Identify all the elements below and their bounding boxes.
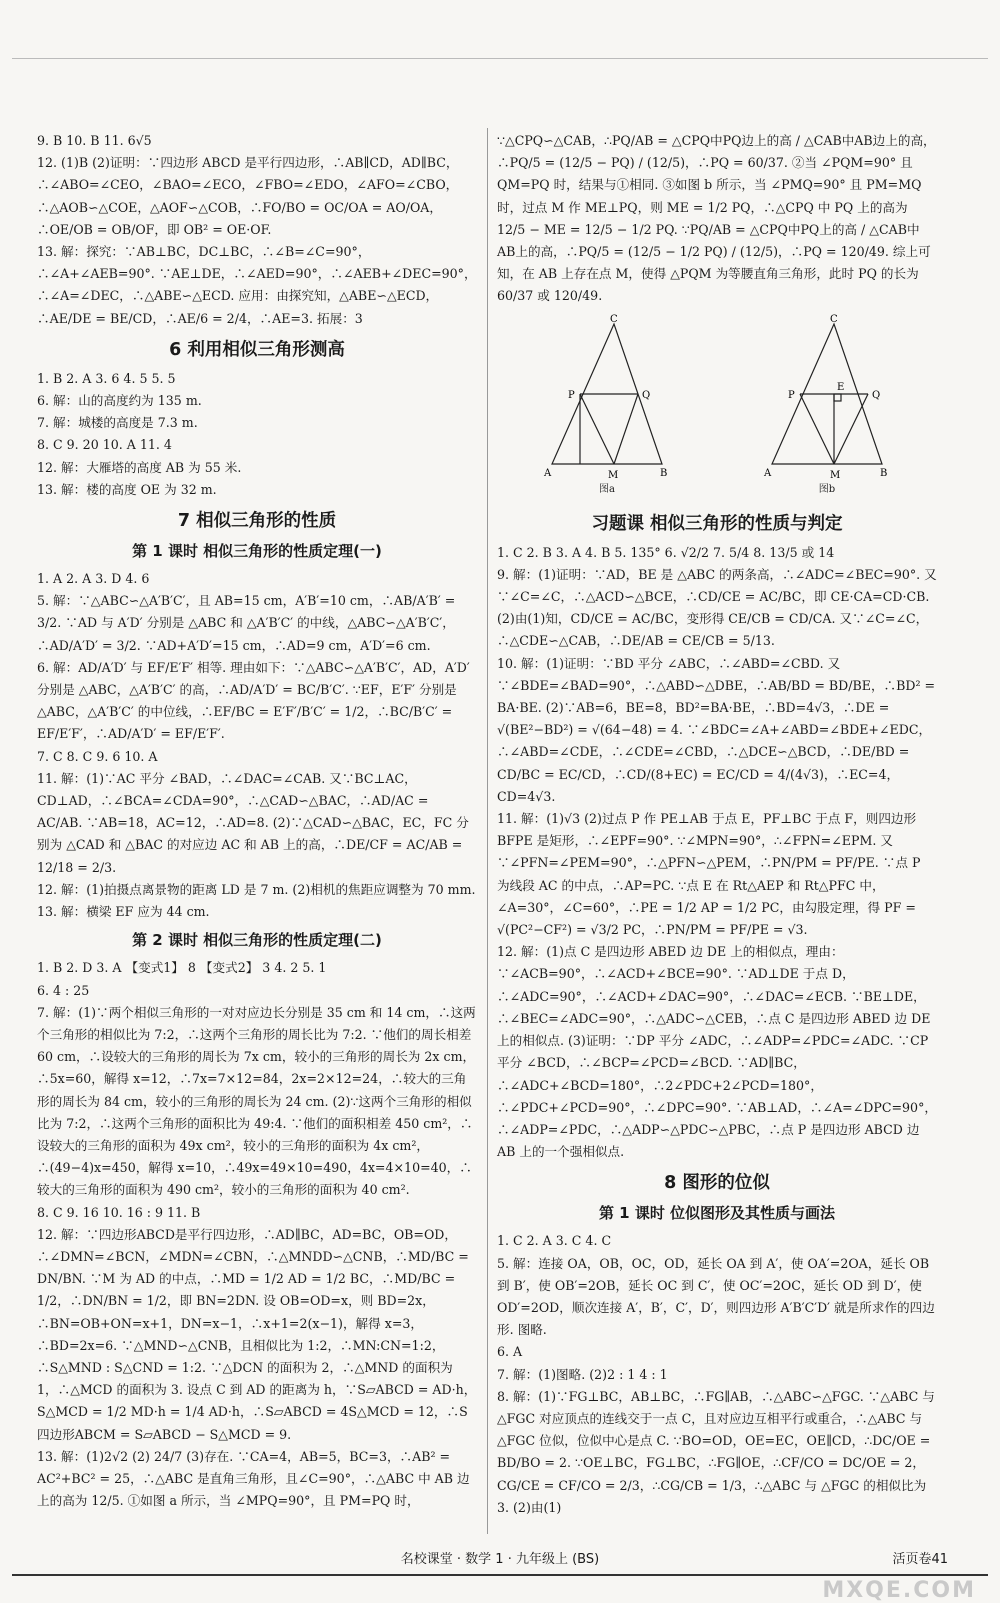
answer-paragraph: 1. C 2. A 3. C 4. C — [497, 1233, 612, 1249]
answer-paragraph: 7. 解：城楼的高度是 7.3 m. — [37, 415, 198, 431]
answer-paragraph: 12. 解：∵四边形ABCD是平行四边形，∴AD∥BC，AD=BC，OB=OD，∴∠DMN=∠BCN，∠MDN=∠CBN，∴△MNDD∽△CNB，∴MD/BC = DN/BN. ∵M 为 AD 的中点，∴MD = 1/2 AD = 1/2 BC，∴MD/BC = 1/2，∴DN/BN = 1/2，即 BN=2DN. 设 OB=OD=x，则 BD=2x，∴BN=OB+ON=x+1，DN=x−1，∴x+1=2(x−1)，解得 x=3，∴BD=2x=6. ∵△MND∽△CNB，且相似比为 1:2，∴MN:CN=1:2，∴S△MND : S△CND = 1:2. ∵△DCN 的面积为 2，∴△MND 的面积为 1，∴△MCD 的面积为 3. 设点 C 到 AD 的距离为 h，∵S▱ABCD = AD·h，S△MCD = 1/2 MD·h = 1/4 AD·h，∴S▱ABCD = 4S△MCD = 12，∴S四边形ABCM = S▱ABCD − S△MCD = 9. — [37, 1226, 477, 1442]
label-A: A — [764, 467, 772, 479]
label-Q: Q — [642, 389, 651, 401]
answer-paragraph: 6. A — [497, 1344, 523, 1360]
answer-paragraph: 10. 解：(1)证明：∵BD 平分 ∠ABC，∴∠ABD=∠CBD. 又∵∠BDE=∠BAD=90°，∴△ABD∽△DBE，∴AB/BD = BD/BE，∴BD² = BA·BE. (2)∵AB=6，BE=8，BD²=BA·BE，∴BD=4√3，∴DE = √(BE²−BD²) = √(64−48) = 4. ∵∠BDC=∠A+∠ABD=∠BDE+∠EDC，∴∠ABD=∠CDE，∴∠CDE=∠CBD，∴△DCE∽△BCD，∴DE/BD = CD/BC = EC/CD，∴CD/(8+EC) = EC/CD = 4/(4√3)，∴EC=4，CD=4√3. — [497, 655, 936, 804]
answer-paragraph: 12. 解：大雁塔的高度 AB 为 55 米. — [37, 459, 242, 475]
label-C: C — [610, 313, 618, 325]
label-P: P — [788, 389, 795, 401]
right-column-bottom — [497, 511, 937, 1519]
footer-page-number: 活页卷41 — [892, 1552, 948, 1567]
figure-a — [542, 314, 672, 504]
label-E: E — [837, 381, 845, 393]
left-column — [37, 130, 477, 1512]
answer-paragraph: 6. 解：山的高度约为 135 m. — [37, 393, 202, 409]
answer-paragraph: 1. C 2. B 3. A 4. B 5. 135° 6. √2/2 7. 5/4 8. 13/5 或 14 — [497, 544, 835, 560]
answer-paragraph: 7. 解：(1)∵两个相似三角形的一对对应边长分别是 35 cm 和 14 cm，∴这两个三角形的相似比为 7:2，∴这两个三角形的周长比为 7:2. ∵他们的周长相差 60 cm，∴设较大的三角形的周长为 7x cm，较小的三角形的周长为 2x cm，∴5x=60，解得 x=12，∴7x=7×12=84，2x=2×12=24，∴较大的三角形的周长为 84 cm，较小的三角形的周长为 24 cm. (2)∵这两个三角形的相似比为 7:2，∴这两个三角形的面积比为 49:4. ∵他们的面积相差 450 cm²，∴设较大的三角形的面积为 49x cm²，较小的三角形的面积为 4x cm²，∴(49−4)x=450，解得 x=10，∴49x=49×10=490，4x=4×10=40，∴较大的三角形的面积为 490 cm²，较小的三角形的面积为 40 cm². — [37, 1004, 476, 1198]
label-A: A — [544, 467, 552, 479]
label-Q: Q — [872, 389, 881, 401]
right-column-top — [497, 130, 937, 308]
top-rule — [12, 58, 988, 59]
answer-paragraph: 9. B 10. B 11. 6√5 — [37, 133, 152, 148]
section-heading: 7 相似三角形的性质 — [177, 511, 337, 532]
footer-rule — [12, 1574, 988, 1576]
answer-paragraph: 8. C 9. 16 10. 16 : 9 11. B — [37, 1204, 201, 1220]
answer-paragraph: 7. 解：(1)图略. (2)2 : 1 4 : 1 — [497, 1366, 668, 1382]
answer-paragraph: 8. C 9. 20 10. A 11. 4 — [37, 437, 172, 453]
answer-paragraph: 6. 4 : 25 — [37, 982, 90, 998]
watermark-logo: MXQE.COM — [822, 1578, 976, 1603]
section-heading: 6 利用相似三角形测高 — [169, 339, 345, 360]
footer-book-info: 名校课堂 · 数学 1 · 九年级上 (BS) — [400, 1552, 600, 1567]
figure-b — [762, 314, 892, 504]
answer-paragraph: 11. 解：(1)√3 (2)过点 P 作 PE⊥AB 于点 E，PF⊥BC 于点 F，则四边形 BFPE 是矩形，∴∠EPF=90°. ∵∠MPN=90°，∴∠FPN=∠EPM. 又∵∠PFN=∠PEM=90°，∴△PFN∽△PEM，∴PN/PM = PF/PE. ∵点 P 为线段 AC 的中点，∴AP=PC. ∵点 E 在 Rt△AEP 和 Rt△PFC 中，∠A=30°，∠C=60°，∴PE = 1/2 AP = 1/2 PC，由勾股定理，得 PF = √(PC²−CF²) = √3/2 PC，∴PN/PM = PF/PE = √3. — [497, 811, 921, 938]
label-C: C — [830, 313, 838, 325]
answer-paragraph: 1. B 2. A 3. 6 4. 5 5. 5 — [37, 370, 176, 386]
answer-paragraph: 11. 解：(1)∵AC 平分 ∠BAD，∴∠DAC=∠CAB. 又∵BC⊥AC，CD⊥AD，∴∠BCA=∠CDA=90°，∴△CAD∽△BAC，∴AD/AC = AC/AB. ∵AB=18，AC=12，∴AD=8. (2)∵△CAD∽△BAC，EC，FC 分别为 △CAD 和 △BAC 的对应边 AC 和 AB 上的高，∴DE/CF = AC/AB = 12/18 = 2/3. — [37, 770, 469, 875]
answer-paragraph: 12. 解：(1)拍摄点离景物的距离 LD 是 7 m. (2)相机的焦距应调整为 70 mm. — [37, 881, 476, 897]
section-heading: 8 图形的位似 — [664, 1173, 770, 1194]
answer-paragraph: 13. 解：横梁 EF 应为 44 cm. — [37, 904, 210, 920]
label-M: M — [830, 469, 841, 481]
section-heading: 第 2 课时 相似三角形的性质定理(二) — [132, 931, 382, 950]
figure-a-caption: 图a — [599, 483, 615, 495]
section-heading: 第 1 课时 相似三角形的性质定理(一) — [132, 542, 382, 561]
figure-b-diagram — [762, 314, 892, 484]
answer-paragraph: 12. (1)B (2)证明：∵四边形 ABCD 是平行四边形，∴AB∥CD，AD∥BC，∴∠ABO=∠CEO，∠BAO=∠ECO，∠FBO=∠EDO，∠AFO=∠CBO，∴△AOB∽△COE，△AOF∽△COB，∴FO/BO = OC/OA = AO/OA，∴OE/OB = OB/OF，即 OB² = OE·OF. — [37, 155, 459, 237]
answer-paragraph: ∵△CPQ∽△CAB，∴PQ/AB = △CPQ中PQ边上的高 / △CAB中AB边上的高，∴PQ/5 = (12/5 − PQ) / (12/5)，∴PQ = 60/37. ②当 ∠PQM=90° 且 QM=PQ 时，结果与①相同. ③如图 b 所示，当 ∠PMQ=90° 且 PM=MQ 时，过点 M 作 ME⊥PQ，则 ME = 1/2 PQ，∴△CPQ 中 PQ 上的高为 12/5 − ME = 12/5 − 1/2 PQ. ∵PQ/AB = △CPQ中PQ上的高 / △CAB中AB上的高，∴PQ/5 = (12/5 − 1/2 PQ) / (12/5)，∴PQ = 120/49. 综上可知，在 AB 上存在点 M，使得 △PQM 为等腰直角三角形，此时 PQ 的长为 60/37 或 120/49. — [497, 133, 936, 304]
answer-paragraph: 1. B 2. D 3. A 【变式1】 8 【变式2】 3 4. 2 5. 1 — [37, 960, 327, 976]
answer-paragraph: 7. C 8. C 9. 6 10. A — [37, 748, 158, 764]
answer-paragraph: 8. 解：(1)∵FG⊥BC，AB⊥BC，∴FG∥AB，∴△ABC∽△FGC. ∵△ABC 与 △FGC 对应顶点的连线交于一点 C，且对应边互相平行或重合，∴△ABC 与 △FGC 位似，位似中心是点 C. ∵BO=OD，OE=EC，OE∥CD，∴DC/OE = BD/BO = 2. ∵OE⊥BC，FG⊥BC，∴FG∥OE，∴CF/CO = DC/OE = 2，CG/CE = CF/CO = 2/3，∴CG/CB = 1/3，∴△ABC 与 △FGC 的相似比为 3. (2)由(1) — [497, 1388, 935, 1515]
answer-paragraph: 13. 解：探究：∵AB⊥BC，DC⊥BC，∴∠B=∠C=90°，∴∠A+∠AEB=90°. ∵AE⊥DE，∴∠AED=90°，∴∠AEB+∠DEC=90°，∴∠A=∠DEC，∴△ABE∽△ECD. 应用：由探究知，△ABE∽△ECD，∴AE/DE = BE/CD，∴AE/6 = 2/4，∴AE=3. 拓展：3 — [37, 244, 477, 326]
answer-paragraph: 13. 解：楼的高度 OE 为 32 m. — [37, 481, 217, 497]
figures — [497, 314, 937, 504]
page-footer — [0, 1546, 1000, 1570]
right-column — [497, 130, 937, 1519]
answer-paragraph: 5. 解：连接 OA，OB，OC，OD，延长 OA 到 A′，使 OA′=2OA，延长 OB 到 B′，使 OB′=2OB，延长 OC 到 C′，使 OC′=2OC，延长 OD 到 D′，使 OD′=2OD，顺次连接 A′，B′，C′，D′，则四边形 A′B′C′D′ 就是所求作的四边形. 图略. — [497, 1255, 935, 1338]
label-M: M — [608, 469, 619, 481]
column-divider — [487, 128, 488, 1534]
answer-paragraph: 5. 解：∵△ABC∽△A′B′C′，且 AB=15 cm，A′B′=10 cm，∴AB/A′B′ = 3/2. ∵AD 与 A′D′ 分别是 △ABC 和 △A′B′C′ 的中线，△ABC∽△A′B′C′，∴AD/A′D′ = 3/2. ∵AD+A′D′=15 cm，∴AD=9 cm，A′D′=6 cm. — [37, 593, 456, 653]
figure-b-caption: 图b — [818, 483, 836, 495]
label-B: B — [880, 467, 888, 479]
answer-paragraph: 12. 解：(1)点 C 是四边形 ABED 边 DE 上的相似点，理由：∵∠ACB=90°，∴∠ACD+∠BCE=90°. ∵AD⊥DE 于点 D，∴∠ADC=90°，∴∠ACD+∠DAC=90°，∴∠DAC=∠ECB. ∵BE⊥DE，∴∠BEC=∠ADC=90°，∴△ADC∽△CEB，∴点 C 是四边形 ABED 边 DE 上的相似点. (3)证明：∵DP 平分 ∠ADC，∴∠ADP=∠PDC=∠ADC. ∵CP 平分 ∠BCD，∴∠BCP=∠PCD=∠BCD. ∵AD∥BC，∴∠ADC+∠BCD=180°，∴2∠PDC+2∠PCD=180°，∴∠PDC+∠PCD=90°，∴∠DPC=90°. ∵AB⊥AD，∴∠A=∠DPC=90°，∴∠ADP=∠PDC，∴△ADP∽△PDC∽△PBC，∴点 P 是四边形 ABCD 边 AB 上的一个强相似点. — [497, 944, 937, 1160]
answer-paragraph: 1. A 2. A 3. D 4. 6 — [37, 571, 150, 587]
answer-paragraph: 6. 解：AD/A′D′ 与 EF/E′F′ 相等. 理由如下：∵△ABC∽△A′B′C′，AD，A′D′ 分别是 △ABC，△A′B′C′ 的高，∴AD/A′D′ = BC/B′C′. ∵EF，E′F′ 分别是 △ABC，△A′B′C′ 的中位线，∴EF/BC = E′F′/B′C′ = 1/2，∴BC/B′C′ = EF/E′F′，∴AD/A′D′ = EF/E′F′. — [37, 659, 470, 742]
section-heading: 习题课 相似三角形的性质与判定 — [591, 513, 843, 534]
label-P: P — [568, 389, 575, 401]
figure-a-diagram — [542, 314, 672, 484]
label-B: B — [660, 467, 668, 479]
answer-paragraph: 13. 解：(1)2√2 (2) 24/7 (3)存在. ∵CA=4，AB=5，BC=3，∴AB² = AC²+BC² = 25，∴△ABC 是直角三角形，且∠C=90°，∴△ABC 中 AB 边上的高为 12/5. ①如图 a 所示，当 ∠MPQ=90°，且 PM=PQ 时， — [37, 1448, 470, 1509]
answer-paragraph: 9. 解：(1)证明：∵AD，BE 是 △ABC 的两条高，∴∠ADC=∠BEC=90°. 又∵∠C=∠C，∴△ACD∽△BCE，∴CD/CE = AC/BC，即 CE·CA=CD·CB. (2)由(1)知，CD/CE = AC/BC，变形得 CE/CB = CD/CA. 又∵∠C=∠C，∴△CDE∽△CAB，∴DE/AB = CE/CB = 5/13. — [497, 566, 937, 649]
section-heading: 第 1 课时 位似图形及其性质与画法 — [598, 1204, 836, 1223]
